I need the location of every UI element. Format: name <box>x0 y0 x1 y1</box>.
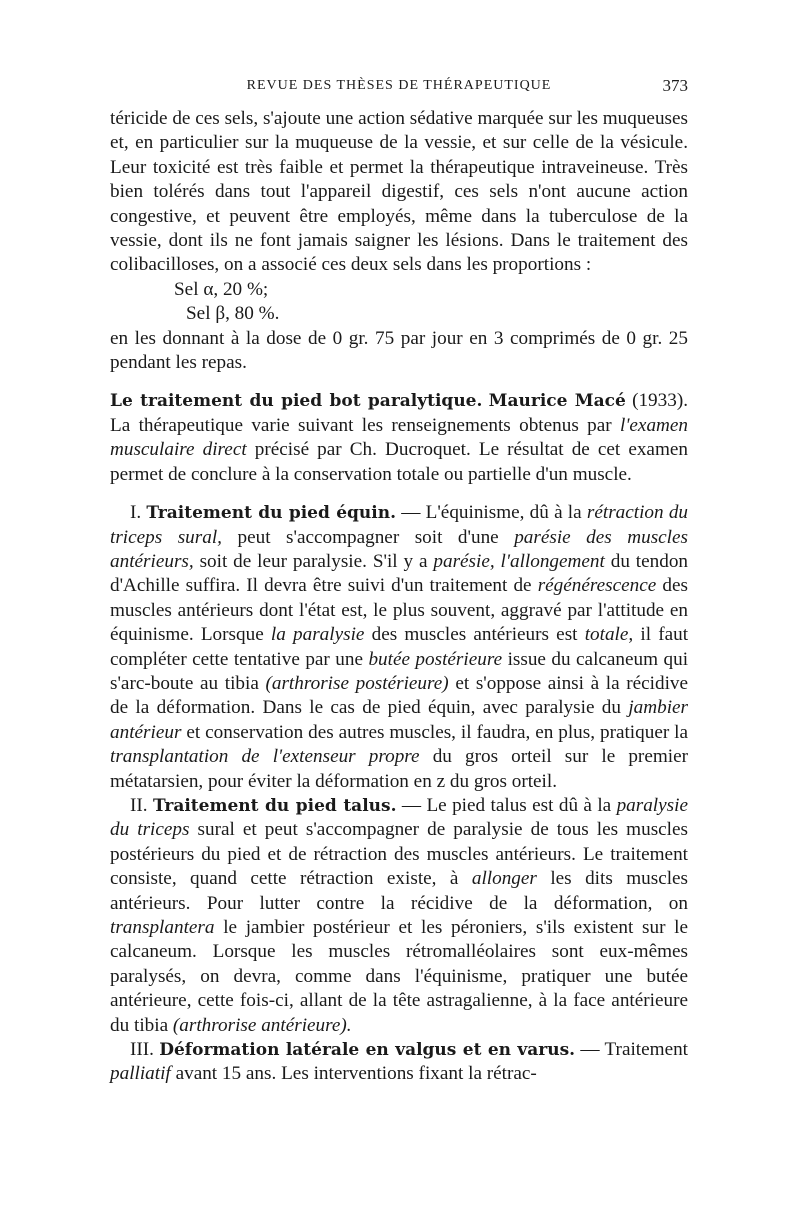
article-body <box>110 107 688 1087</box>
part-talus-heading: Traitement du pied talus. <box>152 795 397 816</box>
part-equin: I. Traitement du pied équin. — L'équinisme, dû à la rétraction du triceps sural, peut s'accompagner soit d'une parésie des muscles antérieurs, soit de leur paralysie. S'il y a parésie, l'allongement du tendon d'Achille suffira. Il devra être suivi d'un traitement de régénérescence des muscles antérieurs dont l'état est, le plus souvent, aggravé par l'attitude en équinisme. Lorsque la paralysie des muscles antérieurs est totale, il faut compléter cette tentative par une butée postérieure issue du calcaneum qui s'arc-boute au tibia (arthrorise postérieure) et s'oppose ainsi à la récidive de la déformation. Dans le cas de pied équin, avec paralysie du jambier antérieur et conservation des autres muscles, il faudra, en plus, pratiquer la transplantation de l'extenseur propre du gros orteil sur le premier métatarsien, pour éviter la déformation en z du gros orteil. <box>110 502 689 792</box>
section-heading: Le traitement du pied bot paralytique. <box>110 391 483 412</box>
part-talus: II. Traitement du pied talus. — Le pied talus est dû à la paralysie du triceps sural et peut s'accompagner de paralysie de tous les muscles postérieurs du pied et de rétraction des muscles antérieurs. Le traitement consiste, quand cette rétraction existe, à allonger les dits muscles antérieurs. Pour lutter contre la récidive de la déformation, on transplantera le jambier postérieur et les péroniers, s'ils existent sur le calcaneum. Lorsque les muscles rétromalléolaires sont eux-mêmes paralysés, on devra, comme dans l'équinisme, pratiquer une butée antérieure, cette fois-ci, allant de la tête astragalienne, à la face antérieure du tibia (arthrorise antérieure). <box>110 794 689 1036</box>
page-number: 373 <box>662 76 688 95</box>
section-author: Maurice Macé <box>488 391 626 412</box>
formula-line-beta: Sel β, 80 %. <box>186 303 280 325</box>
section-year: (1933). <box>632 390 689 412</box>
part-valgus-varus: III. Déformation latérale en valgus et en varus. — Traitement palliatif avant 15 ans. Les interventions fixant la rétrac- <box>110 1039 689 1085</box>
part-equin-heading: Traitement du pied équin. <box>146 503 397 524</box>
running-header <box>110 76 688 100</box>
paragraph-dosage: en les donnant à la dose de 0 gr. 75 par jour en 3 comprimés de 0 gr. 25 pendant les repas. <box>110 327 688 374</box>
paragraph-continued: téricide de ces sels, s'ajoute une action sédative marquée sur les muqueuses et, en particulier sur la muqueuse de la vessie, et sur celle de la vésicule. Leur toxicité est très faible et permet la thérapeutique intraveineuse. Très bien tolérés dans tout l'appareil digestif, ces sels n'ont aucune action congestive, et peuvent être employés, même dans la tuberculose de la vessie, dont ils ne font jamais saigner les lésions. Dans le traitement des colibacilloses, on a associé ces deux sels dans les proportions : <box>110 108 688 276</box>
part-valgus-heading: Déformation latérale en valgus et en varus. <box>159 1040 576 1061</box>
section-intro: Le traitement du pied bot paralytique. Maurice Macé (1933). La thérapeutique varie suivant les renseignements obtenus par l'examen musculaire direct précisé par Ch. Ducroquet. Le résultat de cet examen permet de conclure à la conservation totale ou partielle d'un muscle. <box>110 390 689 485</box>
formula-line-alpha: Sel α, 20 %; <box>174 278 269 300</box>
running-title: REVUE DES THÈSES DE THÉRAPEUTIQUE <box>246 78 552 93</box>
